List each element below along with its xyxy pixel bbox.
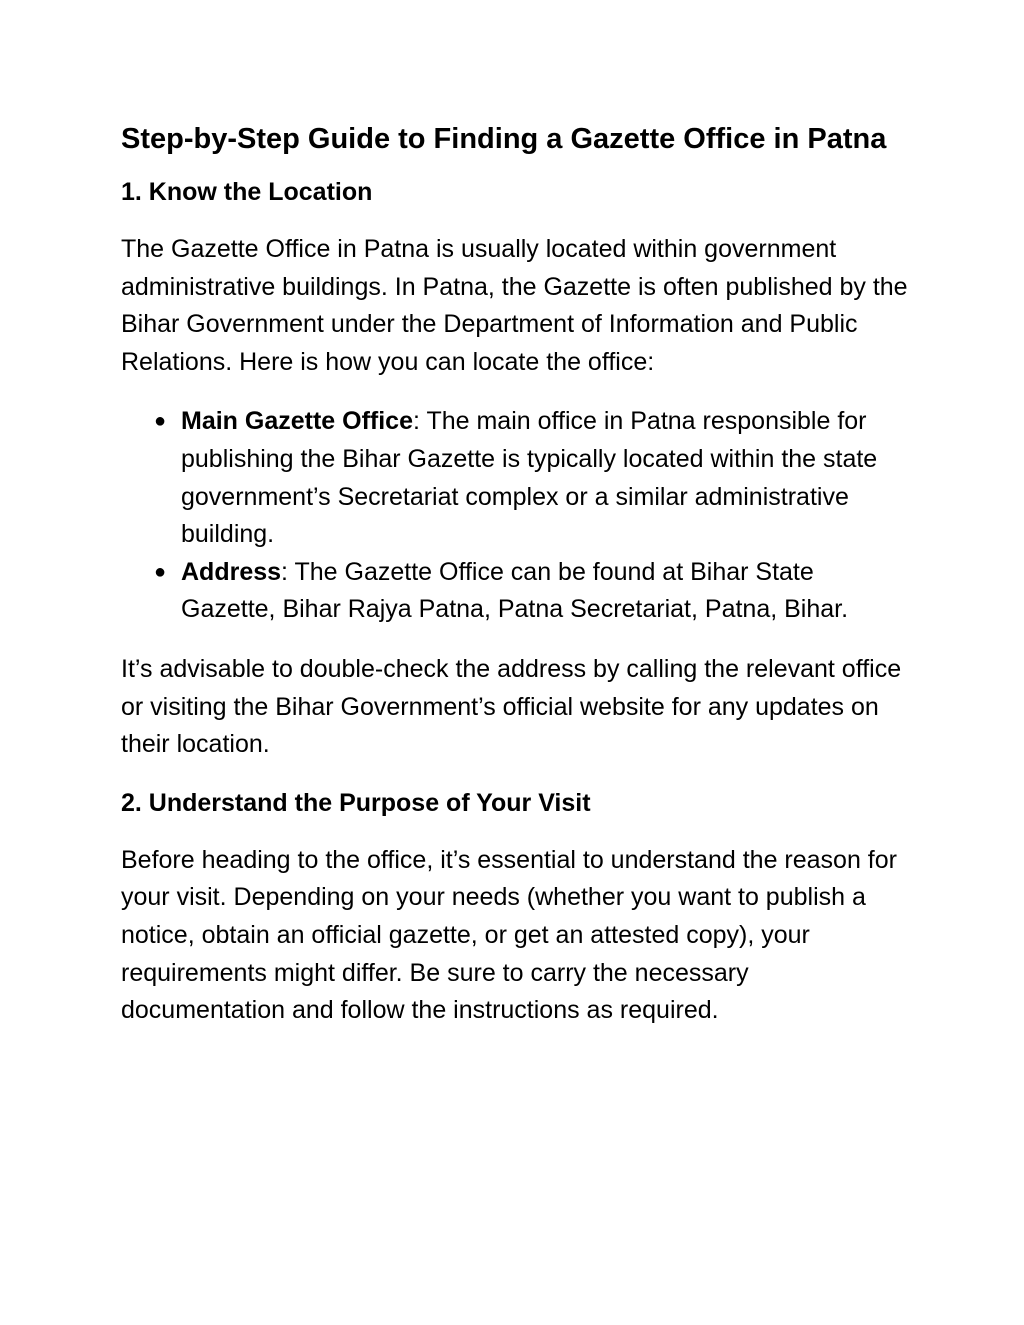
- bullet-icon: ●: [154, 560, 167, 583]
- list-item: [121, 554, 911, 629]
- section-heading-purpose: 2. Understand the Purpose of Your Visit: [121, 788, 591, 817]
- list-item: [121, 403, 911, 553]
- page-title: Step-by-Step Guide to Finding a Gazette Office in Patna: [121, 123, 887, 155]
- bullet-text-address: : The Gazette Office can be found at Bihar State Gazette, Bihar Rajya Patna, Patna Secretariat, Patna, Bihar.: [181, 557, 849, 624]
- section-location-outro: It’s advisable to double-check the address by calling the relevant office or visiting the Bihar Government’s official website for any updates on their location.: [121, 654, 902, 759]
- bullet-term-main-office: Main Gazette Office: [181, 407, 413, 436]
- bullet-term-address: Address: [181, 557, 282, 586]
- section-heading-location: 1. Know the Location: [121, 178, 373, 206]
- bullet-text-main-office: : The main office in Patna responsible for publishing the Bihar Gazette is typically located within the state government’s Secretariat complex or a similar administrative building.: [181, 407, 878, 549]
- location-bullet-list: [121, 403, 911, 629]
- bullet-icon: ●: [154, 410, 167, 433]
- section-location-intro: The Gazette Office in Patna is usually located within government administrative buildings. In Patna, the Gazette is often published by the Bihar Government under the Department of Information and Public Relations. Here is how you can locate the office:: [121, 235, 908, 376]
- document-page: [121, 118, 911, 1052]
- section-purpose-intro: Before heading to the office, it’s essential to understand the reason for your visit. Depending on your needs (whether you want to publish a notice, obtain an official gazette, or get an attested copy), your requirements might differ. Be sure to carry the necessary documentation and follow the instructions as required.: [121, 845, 897, 1025]
